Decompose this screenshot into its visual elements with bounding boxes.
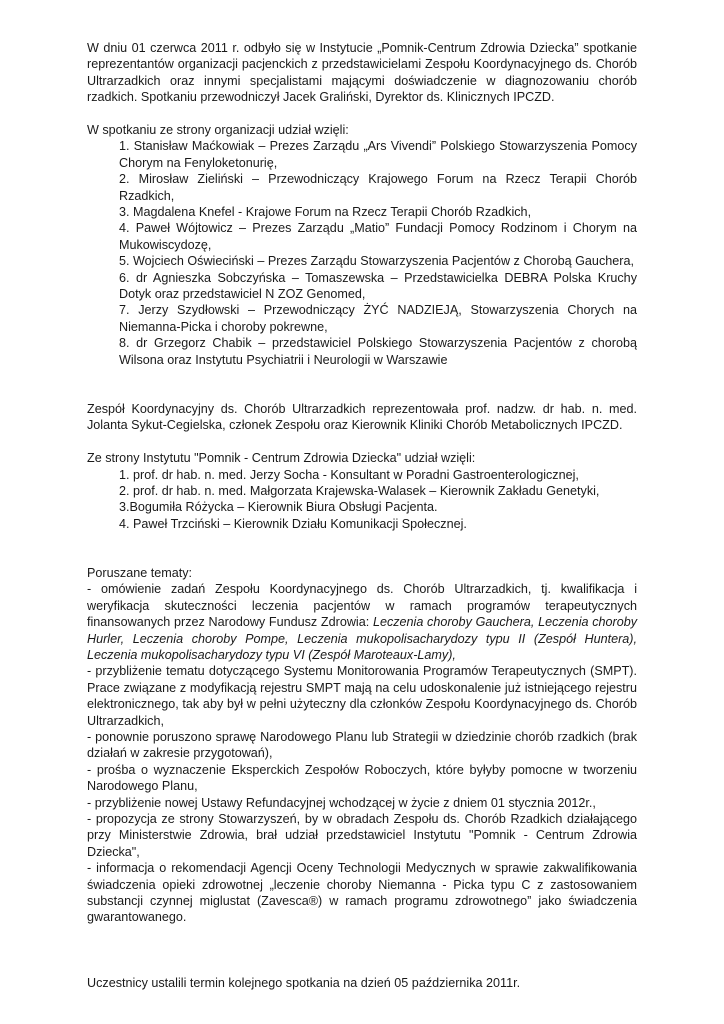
list-item: 1. Stanisław Maćkowiak – Prezes Zarządu „Ars Vivendi” Polskiego Stowarzyszenia Pomocy Chorym na Fenyloketonurię, — [119, 139, 637, 170]
topic-programs-italic: Leczenia choroby Gauchera, Leczenia choroby Hurler, Leczenia choroby Pompe, Leczenia mukopolisacharydozy typu II (Zespół Huntera), Leczenia mukopolisacharydozy typu VI (Zespół Maroteaux-Lamy), — [87, 615, 638, 662]
closing-paragraph: Uczestnicy ustalili termin kolejnego spotkania na dzień 05 października 2011r. — [87, 976, 521, 991]
topic-item: - przybliżenie nowej Ustawy Refundacyjnej wchodzącej w życie z dniem 01 stycznia 2012r., — [87, 795, 596, 810]
topic-text: - omówienie zadań Zespołu Koordynacyjnego ds. Chorób Ultrarzadkich, tj. kwalifikacja i weryfikacja skuteczności leczenia pacjentów w ramach programów terapeutycznych finansowanych przez Narodowy Fundusz Zdrowia: — [87, 582, 637, 630]
list-item: 3. Magdalena Knefel - Krajowe Forum na Rzecz Terapii Chorób Rzadkich, — [119, 205, 532, 220]
list-item: 2. Mirosław Zieliński – Przewodniczący Krajowego Forum na Rzecz Terapii Chorób Rzadkich, — [119, 172, 637, 203]
list-item: 4. Paweł Trzciński – Kierownik Działu Komunikacji Społecznej. — [119, 516, 467, 531]
list-item: 7. Jerzy Szydłowski – Przewodniczący ŻYĆ NADZIEJĄ, Stowarzyszenia Chorych na Niemanna-Picka i choroby pokrewne, — [119, 303, 637, 334]
intro-paragraph: W dniu 01 czerwca 2011 r. odbyło się w Instytucie „Pomnik-Centrum Zdrowia Dziecka” spotkanie reprezentantów organizacji pacjenckich z przedstawicielami Zespołu Koordynacyjnego ds. Chorób Ultrarzadkich oraz innymi specjalistami mającymi doświadczenie w diagnozowaniu chorób rzadkich. Spotkaniu przewodniczył Jacek Graliński, Dyrektor ds. Klinicznych IPCZD. — [87, 41, 637, 105]
document-page — [87, 40, 637, 991]
list-item: 6. dr Agnieszka Sobczyńska – Tomaszewska – Przedstawicielka DEBRA Polska Kruchy Dotyk oraz przedstawiciel N ZOZ Genomed, — [119, 270, 637, 302]
topic-item: - informacja o rekomendacji Agencji Oceny Technologii Medycznych w sprawie zakwalifikowania świadczenia opieki zdrowotnej „leczenie choroby Niemanna ‑ Picka typu C z zastosowaniem substancji czynnej miglustat (Zavesca®) w ramach programu zdrowotnego” jako świadczenia gwarantowanego. — [87, 861, 637, 925]
list-item: 5. Wojciech Oświeciński – Prezes Zarządu Stowarzyszenia Pacjentów z Chorobą Gauchera, — [119, 254, 634, 269]
institute-heading: Ze strony Instytutu "Pomnik - Centrum Zdrowia Dziecka" udział wzięli: — [87, 451, 476, 466]
topic-item: - ponownie poruszono sprawę Narodowego Planu lub Strategii w dziedzinie chorób rzadkich (brak działań w zakresie przygotowań), — [87, 729, 637, 761]
topic-item: - propozycja ze strony Stowarzyszeń, by w obradach Zespołu ds. Chorób Rzadkich działającego przy Ministerstwie Zdrowia, brał udział przedstawiciel Instytutu "Pomnik - Centrum Zdrowia Dziecka", — [87, 812, 637, 859]
topic-item — [87, 581, 637, 663]
list-item: 2. prof. dr hab. n. med. Małgorzata Krajewska-Walasek – Kierownik Zakładu Genetyki, — [119, 483, 600, 498]
topic-item: - przybliżenie tematu dotyczącego Systemu Monitorowania Programów Terapeutycznych (SMPT). Prace związane z modyfikacją rejestru SMPT mają na celu udoskonalenie już istniejącego rejestru elektronicznego, tak aby był w pełni użyteczny dla członków Zespołu Koordynacyjnego ds. Chorób Ultrarzadkich, — [87, 664, 637, 728]
topics-heading: Poruszane tematy: — [87, 565, 192, 580]
orgs-list — [87, 138, 637, 368]
orgs-heading: W spotkaniu ze strony organizacji udział wzięli: — [87, 123, 349, 138]
list-item: 1. prof. dr hab. n. med. Jerzy Socha - Konsultant w Poradni Gastroenterologicznej, — [119, 467, 579, 482]
institute-list — [87, 467, 637, 533]
list-item: 3.Bogumiła Różycka – Kierownik Biura Obsługi Pacjenta. — [119, 500, 438, 515]
list-item: 8. dr Grzegorz Chabik – przedstawiciel Polskiego Stowarzyszenia Pacjentów z chorobą Wilsona oraz Instytutu Psychiatrii i Neurologii w Warszawie — [119, 336, 637, 367]
topic-item: - prośba o wyznaczenie Eksperckich Zespołów Roboczych, które byłyby pomocne w tworzeniu Narodowego Planu, — [87, 762, 637, 794]
list-item: 4. Paweł Wójtowicz – Prezes Zarządu „Matio” Fundacji Pomocy Rodzinom i Chorym na Mukowiscydozę, — [119, 221, 637, 252]
team-paragraph: Zespół Koordynacyjny ds. Chorób Ultrarzadkich reprezentowała prof. nadzw. dr hab. n. med. Jolanta Sykut-Cegielska, członek Zespołu oraz Kierownik Kliniki Chorób Metabolicznych IPCZD. — [87, 401, 637, 433]
